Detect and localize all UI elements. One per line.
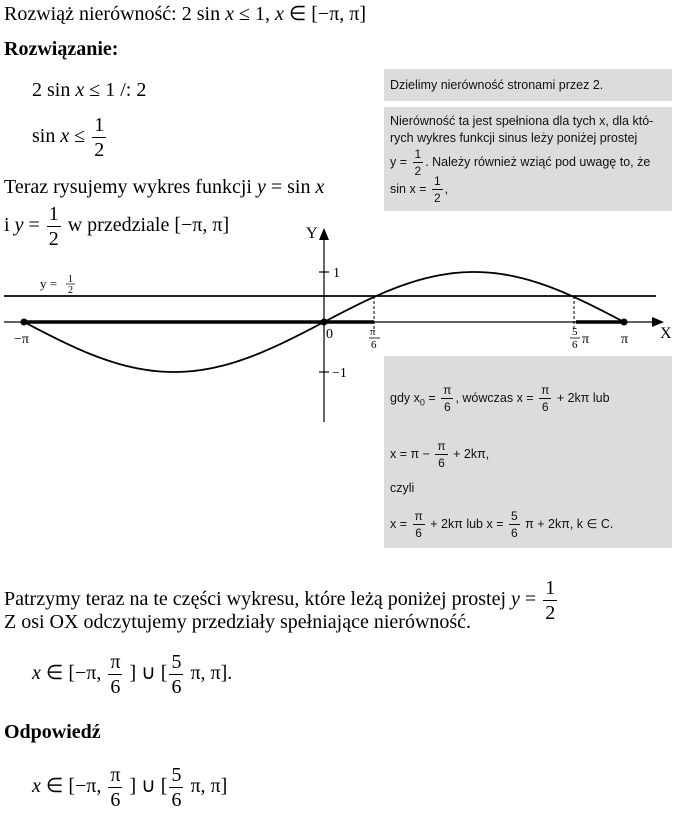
y-tick-minus-1-label: −1 xyxy=(332,366,347,381)
fraction-denominator: 6 xyxy=(110,676,121,698)
note-line: rych wykres funkcji sinus leży poniżej prostej xyxy=(390,131,638,145)
instruction-var: y xyxy=(256,176,266,198)
label-five-sixths-pi: π xyxy=(582,332,590,347)
fraction xyxy=(169,765,183,810)
instruction-text: = sin xyxy=(265,176,316,198)
fraction xyxy=(543,578,557,623)
instruction-text: = xyxy=(23,214,45,237)
fraction-denominator: 6 xyxy=(415,526,422,540)
origin-label: 0 xyxy=(326,327,333,342)
fraction-denominator: 6 xyxy=(171,789,182,811)
fraction xyxy=(108,652,122,697)
note-text: y = xyxy=(390,154,411,169)
note-text: x = xyxy=(390,516,411,531)
problem-statement xyxy=(4,4,366,24)
note-text: Dzielimy nierówność stronami przez 2. xyxy=(390,78,604,92)
fraction xyxy=(441,384,453,413)
step-var: x xyxy=(60,125,70,148)
fraction xyxy=(539,384,551,413)
step-divide xyxy=(32,80,146,100)
fraction xyxy=(169,652,183,697)
step-text: sin xyxy=(32,125,61,148)
fraction-denominator: 6 xyxy=(541,400,549,414)
instruction-var: x xyxy=(315,176,325,198)
fraction xyxy=(432,175,443,204)
fraction-numerator: π xyxy=(541,383,550,397)
step-var: x xyxy=(75,79,85,101)
conclusion-line2: Z osi OX odczytujemy przedziały spełniające nierówność. xyxy=(4,611,472,633)
note-text: π + 2kπ, k ∈ C. xyxy=(521,516,614,531)
fraction-denominator: 2 xyxy=(433,191,441,205)
step-result xyxy=(32,115,108,160)
step-text: 2 sin xyxy=(32,79,76,101)
fraction xyxy=(92,115,106,160)
x-axis-label: X xyxy=(660,325,672,342)
fraction-denominator: 6 xyxy=(443,400,451,414)
fraction-numerator: π xyxy=(414,509,423,523)
line-label-num: 1 xyxy=(68,274,73,285)
draw-instruction-line1 xyxy=(4,177,324,197)
note-text: x = π − xyxy=(390,446,434,461)
fraction-numerator: 5 xyxy=(510,509,518,523)
note-condition xyxy=(384,107,672,211)
interval-result xyxy=(32,652,232,697)
note-line xyxy=(390,440,489,469)
fraction-numerator: 1 xyxy=(94,114,105,136)
fraction-denominator: 2 xyxy=(48,228,59,250)
interval-text: ∈ [−π, xyxy=(40,775,107,798)
fraction-numerator: 1 xyxy=(545,577,556,599)
fraction-denominator: 6 xyxy=(510,526,518,540)
note-body xyxy=(390,113,653,204)
conclusion-text: = xyxy=(519,588,542,611)
fraction-denominator: 6 xyxy=(171,676,182,698)
fraction xyxy=(413,510,425,539)
note-text: + 2kπ, xyxy=(449,446,490,461)
y-tick-1-label: 1 xyxy=(333,266,340,281)
interval-text: ∈ [−π, xyxy=(40,662,107,685)
note-line xyxy=(390,148,653,177)
interval-var: x xyxy=(32,662,41,685)
interval-text: ] ∪ [ xyxy=(124,775,168,798)
problem-var: x xyxy=(274,3,284,25)
note-text: + 2kπ lub x = xyxy=(426,516,507,531)
fraction-numerator: π xyxy=(437,439,446,453)
y-axis-label: Y xyxy=(306,225,318,242)
problem-var: x xyxy=(225,3,234,25)
interval-text: π, π] xyxy=(185,775,228,798)
answer-interval xyxy=(32,765,227,810)
step-text: ≤ 1 /: 2 xyxy=(84,79,147,101)
fraction xyxy=(509,510,520,539)
fraction-denominator: 6 xyxy=(438,456,445,470)
label-five-sixths-num: 5 xyxy=(572,326,578,338)
fraction-numerator: 5 xyxy=(171,764,182,786)
point-minus-pi xyxy=(21,319,28,326)
fraction-numerator: 1 xyxy=(433,174,441,188)
note-text: sin x = xyxy=(390,181,430,196)
label-five-sixths-den: 6 xyxy=(572,339,578,351)
fraction-denominator: 2 xyxy=(94,139,105,161)
interval-text: ] ∪ [ xyxy=(124,662,168,685)
fraction-numerator: 1 xyxy=(414,147,422,161)
interval-var: x xyxy=(32,775,41,798)
instruction-var: y xyxy=(14,214,24,237)
point-pi xyxy=(621,319,628,326)
line-label-den: 2 xyxy=(68,285,73,296)
solution-heading: Rozwiązanie: xyxy=(4,38,119,60)
conclusion-text: Patrzymy teraz na te części wykresu, które leżą poniżej prostej xyxy=(4,588,512,611)
problem-text: ∈ [−π, π] xyxy=(283,3,367,25)
fraction xyxy=(435,440,447,469)
fraction-denominator: 2 xyxy=(545,602,556,624)
note-text: , xyxy=(444,181,449,196)
line-label-text: y = xyxy=(40,276,61,291)
fraction-numerator: π xyxy=(110,764,121,786)
note-text: gdy x xyxy=(390,390,420,405)
fraction-denominator: 6 xyxy=(110,789,121,811)
fraction xyxy=(413,148,424,177)
fraction-denominator: 2 xyxy=(414,164,422,178)
note-solutions xyxy=(384,356,672,548)
label-pi: π xyxy=(621,332,629,347)
note-text: . Należy również wziąć pod uwagę to, że xyxy=(425,154,651,169)
subscript: 0 xyxy=(419,397,425,408)
label-pi-over-6-den: 6 xyxy=(371,339,377,351)
y-axis-arrow xyxy=(319,228,329,240)
fraction-numerator: π xyxy=(110,651,121,673)
instruction-text: w przedziale [−π, π] xyxy=(62,214,230,237)
note-line xyxy=(390,510,613,539)
label-minus-pi: −π xyxy=(14,332,29,347)
note-line: czyli xyxy=(390,481,415,495)
fraction-numerator: 1 xyxy=(48,203,59,225)
fraction-numerator: π xyxy=(443,383,452,397)
point-origin xyxy=(321,319,328,326)
note-text: , wówczas x = xyxy=(455,390,538,405)
step-text: ≤ xyxy=(69,125,91,148)
note-line xyxy=(390,384,610,413)
conclusion-var: y xyxy=(511,588,520,611)
problem-text: Rozwiąż nierówność: 2 sin xyxy=(4,3,226,25)
answer-heading: Odpowiedź xyxy=(4,721,101,743)
problem-text: ≤ 1, xyxy=(233,3,275,25)
fraction-numerator: 5 xyxy=(171,651,182,673)
instruction-text: Teraz rysujemy wykres funkcji xyxy=(4,176,257,198)
interval-text: π, π]. xyxy=(185,662,233,685)
note-line xyxy=(390,175,653,204)
note-text: + 2kπ lub xyxy=(553,390,610,405)
fraction xyxy=(108,765,122,810)
note-line: Nierówność ta jest spełniona dla tych x, dla któ- xyxy=(390,114,654,128)
label-pi-over-6-num: π xyxy=(370,326,376,338)
instruction-text: i xyxy=(4,214,15,237)
note-text: = xyxy=(424,390,440,405)
note-divide xyxy=(384,69,672,101)
